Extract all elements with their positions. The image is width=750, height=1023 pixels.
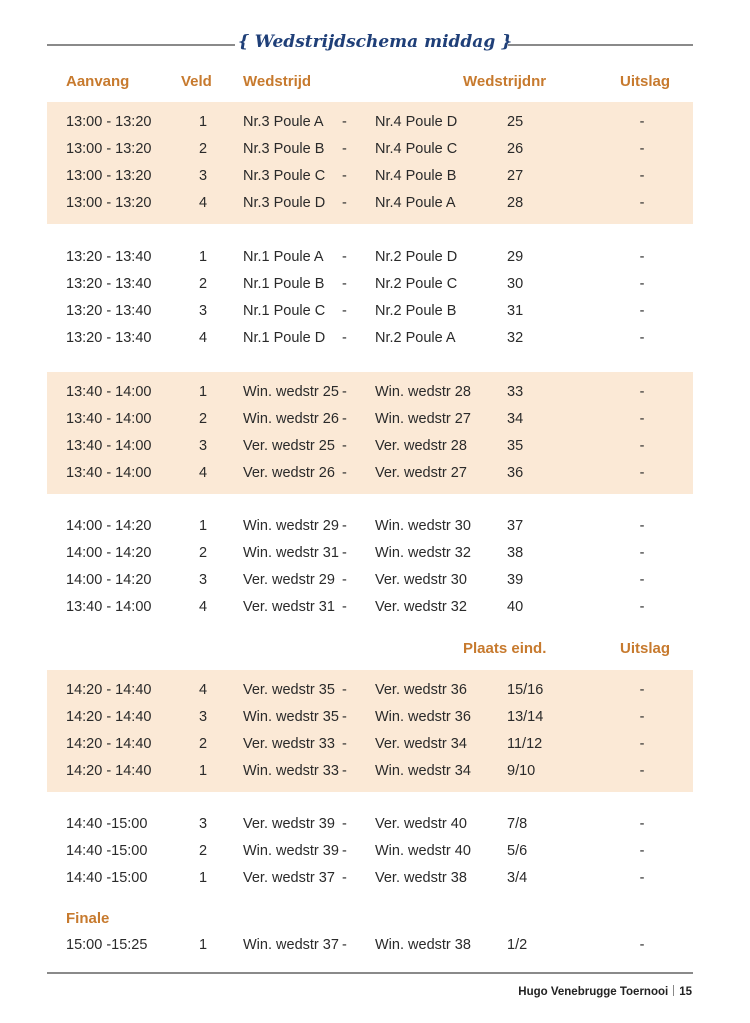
match-group — [47, 670, 693, 792]
team-home: Ver. wedstr 37 — [243, 870, 335, 886]
match-time: 13:20 - 13:40 — [66, 249, 152, 265]
match-field: 1 — [198, 518, 208, 534]
match-number: 36 — [507, 465, 524, 481]
table-row — [47, 865, 693, 892]
table-row — [47, 758, 693, 785]
versus-dash: - — [342, 168, 347, 184]
match-result: - — [639, 736, 645, 752]
footer-separator — [673, 985, 674, 996]
match-field: 3 — [198, 438, 208, 454]
match-time: 14:40 -15:00 — [66, 843, 148, 859]
match-result: - — [639, 465, 645, 481]
team-away: Nr.4 Poule A — [375, 195, 456, 211]
match-field: 1 — [198, 249, 208, 265]
match-result: - — [639, 438, 645, 454]
team-home: Nr.1 Poule B — [243, 276, 325, 292]
versus-dash: - — [342, 141, 347, 157]
team-home: Win. wedstr 35 — [243, 709, 339, 725]
versus-dash: - — [342, 411, 347, 427]
match-group — [47, 372, 693, 494]
table-row — [47, 594, 693, 621]
match-field: 2 — [198, 545, 208, 561]
table-row — [47, 325, 693, 352]
match-result: - — [639, 682, 645, 698]
match-number: 9/10 — [507, 763, 536, 779]
match-group — [47, 102, 693, 224]
match-field: 2 — [198, 411, 208, 427]
match-number: 35 — [507, 438, 524, 454]
match-field: 2 — [198, 141, 208, 157]
match-time: 14:40 -15:00 — [66, 870, 148, 886]
team-away: Win. wedstr 27 — [375, 411, 471, 427]
match-result: - — [639, 518, 645, 534]
team-home: Win. wedstr 33 — [243, 763, 339, 779]
team-away: Ver. wedstr 38 — [375, 870, 467, 886]
match-field: 3 — [198, 709, 208, 725]
match-result: - — [639, 195, 645, 211]
versus-dash: - — [342, 465, 347, 481]
table-row — [47, 567, 693, 594]
team-away: Ver. wedstr 36 — [375, 682, 467, 698]
versus-dash: - — [342, 438, 347, 454]
match-result: - — [639, 114, 645, 130]
match-result: - — [639, 276, 645, 292]
team-home: Nr.3 Poule B — [243, 141, 325, 157]
team-home: Win. wedstr 26 — [243, 411, 339, 427]
match-time: 13:20 - 13:40 — [66, 330, 152, 346]
versus-dash: - — [342, 330, 347, 346]
team-home: Ver. wedstr 35 — [243, 682, 335, 698]
match-time: 14:00 - 14:20 — [66, 518, 152, 534]
match-result: - — [639, 709, 645, 725]
match-field: 1 — [198, 763, 208, 779]
match-field: 4 — [198, 465, 208, 481]
match-group — [47, 506, 693, 621]
match-result: - — [639, 303, 645, 319]
match-number: 15/16 — [507, 682, 544, 698]
match-time: 14:20 - 14:40 — [66, 709, 152, 725]
team-home: Nr.3 Poule A — [243, 114, 324, 130]
match-time: 13:20 - 13:40 — [66, 276, 152, 292]
table-row — [47, 109, 693, 136]
table-row — [47, 838, 693, 865]
match-number: 29 — [507, 249, 524, 265]
match-field: 1 — [198, 384, 208, 400]
team-away: Ver. wedstr 30 — [375, 572, 467, 588]
match-number: 25 — [507, 114, 524, 130]
team-away: Nr.4 Poule C — [375, 141, 458, 157]
match-number: 27 — [507, 168, 524, 184]
team-home: Win. wedstr 37 — [243, 937, 339, 953]
versus-dash: - — [342, 599, 347, 615]
table-row — [47, 932, 693, 959]
match-group — [47, 237, 693, 352]
match-number: 13/14 — [507, 709, 544, 725]
match-result: - — [639, 763, 645, 779]
table-row — [47, 513, 693, 540]
versus-dash: - — [342, 682, 347, 698]
versus-dash: - — [342, 572, 347, 588]
team-home: Win. wedstr 25 — [243, 384, 339, 400]
table-row — [47, 406, 693, 433]
table-row — [47, 379, 693, 406]
versus-dash: - — [342, 870, 347, 886]
match-result: - — [639, 937, 645, 953]
table-row — [47, 136, 693, 163]
team-home: Ver. wedstr 31 — [243, 599, 335, 615]
match-time: 15:00 -15:25 — [66, 937, 148, 953]
match-number: 40 — [507, 599, 524, 615]
match-result: - — [639, 249, 645, 265]
footer-rule — [47, 972, 693, 974]
match-number: 5/6 — [507, 843, 528, 859]
team-away: Ver. wedstr 28 — [375, 438, 467, 454]
match-time: 14:20 - 14:40 — [66, 763, 152, 779]
match-field: 4 — [198, 195, 208, 211]
match-time: 14:20 - 14:40 — [66, 736, 152, 752]
match-number: 37 — [507, 518, 524, 534]
match-field: 2 — [198, 736, 208, 752]
match-result: - — [639, 816, 645, 832]
team-home: Ver. wedstr 26 — [243, 465, 335, 481]
match-field: 4 — [198, 599, 208, 615]
match-field: 3 — [198, 168, 208, 184]
team-away: Ver. wedstr 27 — [375, 465, 467, 481]
match-group — [47, 925, 693, 959]
match-result: - — [639, 870, 645, 886]
versus-dash: - — [342, 114, 347, 130]
versus-dash: - — [342, 736, 347, 752]
match-result: - — [639, 384, 645, 400]
header-wedstrijd: Wedstrijd — [243, 73, 312, 90]
team-away: Win. wedstr 30 — [375, 518, 471, 534]
match-number: 33 — [507, 384, 524, 400]
match-number: 28 — [507, 195, 524, 211]
versus-dash: - — [342, 816, 347, 832]
table-row — [47, 460, 693, 487]
match-result: - — [639, 545, 645, 561]
match-field: 2 — [198, 843, 208, 859]
team-away: Nr.4 Poule B — [375, 168, 457, 184]
match-time: 13:20 - 13:40 — [66, 303, 152, 319]
match-number: 38 — [507, 545, 524, 561]
match-time: 13:40 - 14:00 — [66, 465, 152, 481]
match-time: 14:00 - 14:20 — [66, 545, 152, 561]
team-home: Nr.1 Poule D — [243, 330, 326, 346]
table-row — [47, 540, 693, 567]
team-away: Ver. wedstr 40 — [375, 816, 467, 832]
match-time: 13:00 - 13:20 — [66, 114, 152, 130]
team-home: Nr.1 Poule A — [243, 249, 324, 265]
match-result: - — [639, 572, 645, 588]
match-number: 32 — [507, 330, 524, 346]
match-number: 30 — [507, 276, 524, 292]
team-home: Nr.3 Poule C — [243, 168, 326, 184]
footer-title: Hugo Venebrugge Toernooi — [518, 986, 669, 998]
team-away: Win. wedstr 40 — [375, 843, 471, 859]
header-plaats-eind: Plaats eind. — [463, 640, 547, 657]
team-home: Ver. wedstr 29 — [243, 572, 335, 588]
match-time: 13:40 - 14:00 — [66, 438, 152, 454]
match-field: 4 — [198, 682, 208, 698]
match-time: 14:00 - 14:20 — [66, 572, 152, 588]
team-away: Nr.2 Poule B — [375, 303, 457, 319]
versus-dash: - — [342, 276, 347, 292]
table-row — [47, 163, 693, 190]
match-time: 14:40 -15:00 — [66, 816, 148, 832]
table-row — [47, 677, 693, 704]
team-away: Win. wedstr 38 — [375, 937, 471, 953]
header-uitslag-2: Uitslag — [620, 640, 671, 657]
versus-dash: - — [342, 763, 347, 779]
versus-dash: - — [342, 937, 347, 953]
match-number: 31 — [507, 303, 524, 319]
match-field: 1 — [198, 870, 208, 886]
versus-dash: - — [342, 843, 347, 859]
versus-dash: - — [342, 303, 347, 319]
table-row — [47, 433, 693, 460]
footer — [518, 985, 692, 998]
match-time: 13:00 - 13:20 — [66, 195, 152, 211]
match-result: - — [639, 599, 645, 615]
match-time: 13:40 - 14:00 — [66, 599, 152, 615]
match-field: 3 — [198, 303, 208, 319]
match-field: 1 — [198, 937, 208, 953]
table-row — [47, 244, 693, 271]
match-field: 1 — [198, 114, 208, 130]
table-row — [47, 811, 693, 838]
match-time: 13:00 - 13:20 — [66, 141, 152, 157]
team-home: Nr.3 Poule D — [243, 195, 326, 211]
team-home: Win. wedstr 29 — [243, 518, 339, 534]
team-away: Nr.2 Poule A — [375, 330, 456, 346]
match-field: 3 — [198, 816, 208, 832]
team-away: Nr.2 Poule C — [375, 276, 458, 292]
match-number: 3/4 — [507, 870, 528, 886]
match-number: 11/12 — [507, 736, 543, 752]
match-result: - — [639, 141, 645, 157]
versus-dash: - — [342, 709, 347, 725]
team-home: Win. wedstr 39 — [243, 843, 339, 859]
team-home: Ver. wedstr 39 — [243, 816, 335, 832]
match-field: 4 — [198, 330, 208, 346]
team-home: Ver. wedstr 33 — [243, 736, 335, 752]
table-row — [47, 704, 693, 731]
team-away: Win. wedstr 32 — [375, 545, 471, 561]
header-veld: Veld — [181, 73, 212, 90]
match-time: 13:40 - 14:00 — [66, 411, 152, 427]
team-away: Nr.4 Poule D — [375, 114, 458, 130]
table-row — [47, 731, 693, 758]
match-time: 13:00 - 13:20 — [66, 168, 152, 184]
page-title: { Wedstrijdschema middag } — [237, 32, 513, 52]
versus-dash: - — [342, 384, 347, 400]
team-away: Win. wedstr 28 — [375, 384, 471, 400]
versus-dash: - — [342, 195, 347, 211]
versus-dash: - — [342, 518, 347, 534]
team-home: Nr.1 Poule C — [243, 303, 326, 319]
match-number: 1/2 — [507, 937, 528, 953]
team-away: Win. wedstr 36 — [375, 709, 471, 725]
header-wedstrijdnr: Wedstrijdnr — [463, 73, 547, 90]
match-result: - — [639, 330, 645, 346]
match-number: 39 — [507, 572, 524, 588]
match-number: 26 — [507, 141, 524, 157]
match-result: - — [639, 843, 645, 859]
team-away: Ver. wedstr 34 — [375, 736, 467, 752]
header-aanvang: Aanvang — [66, 73, 130, 90]
table-row — [47, 298, 693, 325]
team-away: Nr.2 Poule D — [375, 249, 458, 265]
team-home: Win. wedstr 31 — [243, 545, 339, 561]
match-field: 2 — [198, 276, 208, 292]
finale-label: Finale — [66, 910, 110, 927]
table-row — [47, 271, 693, 298]
match-number: 34 — [507, 411, 524, 427]
team-home: Ver. wedstr 25 — [243, 438, 335, 454]
match-time: 13:40 - 14:00 — [66, 384, 152, 400]
page-number: 15 — [679, 986, 692, 998]
match-result: - — [639, 411, 645, 427]
header-uitslag: Uitslag — [620, 73, 671, 90]
match-number: 7/8 — [507, 816, 528, 832]
match-result: - — [639, 168, 645, 184]
match-field: 3 — [198, 572, 208, 588]
match-group — [47, 804, 693, 892]
team-away: Win. wedstr 34 — [375, 763, 471, 779]
team-away: Ver. wedstr 32 — [375, 599, 467, 615]
match-time: 14:20 - 14:40 — [66, 682, 152, 698]
versus-dash: - — [342, 249, 347, 265]
versus-dash: - — [342, 545, 347, 561]
table-row — [47, 190, 693, 217]
